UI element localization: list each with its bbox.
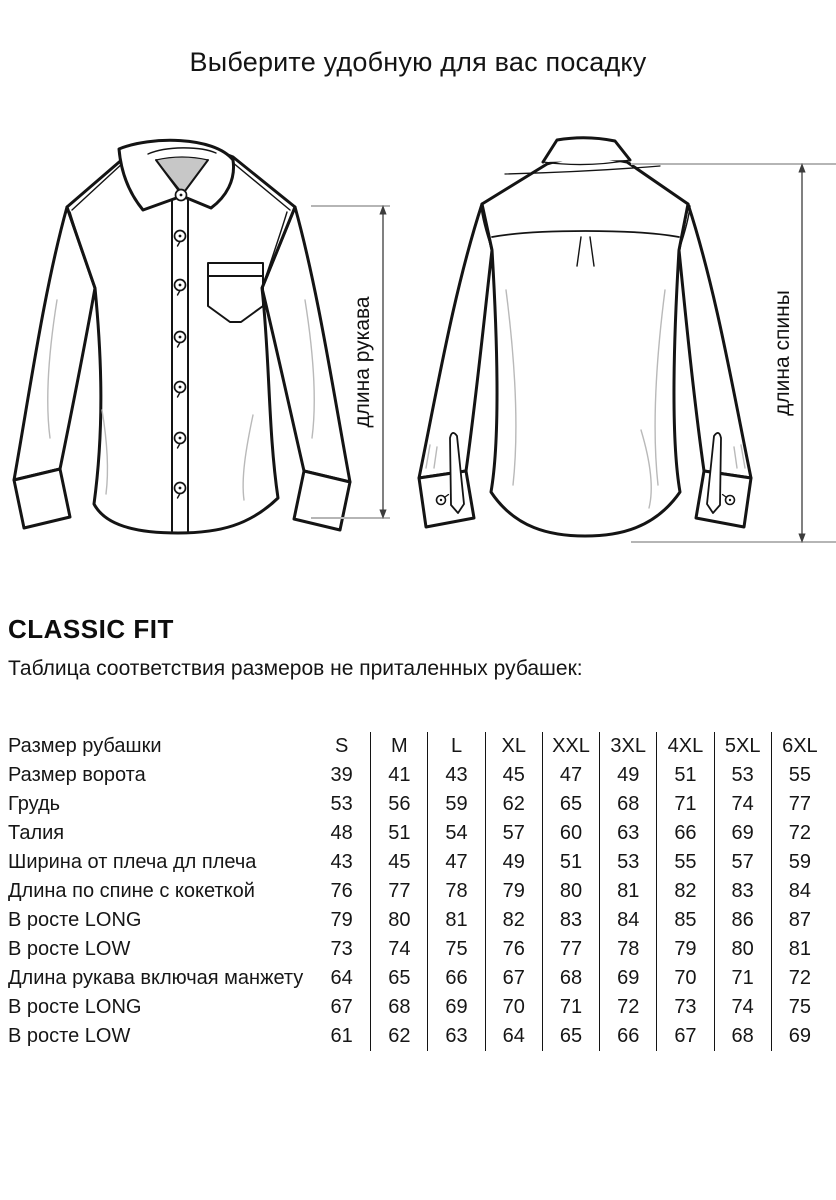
size-table-row (8, 790, 828, 819)
size-value-cell: 86 (714, 906, 771, 935)
size-value-cell: 65 (542, 1022, 599, 1051)
size-value-cell: 65 (370, 964, 427, 993)
size-value-cell: 49 (485, 848, 542, 877)
size-value-cell: 70 (656, 964, 713, 993)
size-value-cell: 72 (771, 964, 828, 993)
size-value-cell: 75 (771, 993, 828, 1022)
size-value-cell: 77 (542, 935, 599, 964)
size-value-cell: 82 (485, 906, 542, 935)
size-value-cell: 73 (656, 993, 713, 1022)
size-value-cell: 85 (656, 906, 713, 935)
row-label: В росте LOW (8, 1025, 131, 1047)
size-value-cell: 45 (485, 761, 542, 790)
size-value-cell: 80 (542, 877, 599, 906)
size-column-header: S (334, 735, 349, 757)
size-value-cell: 56 (370, 790, 427, 819)
size-value-cell: 51 (656, 761, 713, 790)
row-label: Длина рукава включая манжету (8, 967, 304, 989)
fit-name-heading: CLASSIC FIT (8, 614, 174, 644)
size-value-cell: 70 (485, 993, 542, 1022)
size-table (8, 732, 828, 1051)
size-value-cell: 79 (656, 935, 713, 964)
row-label: Талия (8, 822, 65, 844)
size-value-cell: 60 (542, 819, 599, 848)
front-right-cuff (294, 471, 350, 530)
size-value-cell: 74 (370, 935, 427, 964)
sleeve-length-label: длина рукава (351, 296, 374, 428)
size-value-cell: 51 (542, 848, 599, 877)
size-value-cell: 84 (599, 906, 656, 935)
size-table-row (8, 993, 828, 1022)
size-table-row (8, 761, 828, 790)
size-value-cell: 79 (330, 909, 353, 931)
size-value-cell: 77 (771, 790, 828, 819)
size-table-header-row (8, 732, 828, 761)
size-value-cell: 72 (771, 819, 828, 848)
size-value-cell: 78 (427, 877, 484, 906)
size-column-header: 5XL (714, 732, 771, 761)
size-value-cell: 71 (542, 993, 599, 1022)
size-value-cell: 68 (542, 964, 599, 993)
size-value-cell: 61 (330, 1025, 353, 1047)
size-value-cell: 71 (714, 964, 771, 993)
row-label: Размер ворота (8, 764, 146, 786)
size-value-cell: 80 (370, 906, 427, 935)
collar-button (176, 190, 187, 201)
size-value-cell: 79 (485, 877, 542, 906)
size-column-header: 4XL (656, 732, 713, 761)
size-table-row (8, 964, 828, 993)
size-value-cell: 54 (427, 819, 484, 848)
front-left-cuff (14, 469, 70, 528)
size-value-cell: 72 (599, 993, 656, 1022)
size-table-row (8, 906, 828, 935)
size-value-cell: 65 (542, 790, 599, 819)
size-value-cell: 55 (771, 761, 828, 790)
row-label: Размер рубашки (8, 735, 162, 757)
size-value-cell: 69 (599, 964, 656, 993)
size-column-header: 3XL (599, 732, 656, 761)
size-value-cell: 68 (370, 993, 427, 1022)
size-value-cell: 73 (330, 938, 353, 960)
size-value-cell: 67 (330, 996, 353, 1018)
size-value-cell: 82 (656, 877, 713, 906)
size-value-cell: 39 (330, 764, 353, 786)
size-value-cell: 81 (427, 906, 484, 935)
size-value-cell: 77 (370, 877, 427, 906)
size-column-header: XXL (542, 732, 599, 761)
size-value-cell: 66 (599, 1022, 656, 1051)
size-value-cell: 68 (599, 790, 656, 819)
back-length-label: длина спины (771, 290, 794, 416)
size-column-header: XL (485, 732, 542, 761)
size-table-row (8, 935, 828, 964)
row-label: Длина по спине с кокеткой (8, 880, 255, 902)
size-value-cell: 69 (427, 993, 484, 1022)
size-value-cell: 41 (370, 761, 427, 790)
size-value-cell: 83 (542, 906, 599, 935)
back-right-cuff (696, 471, 751, 527)
size-value-cell: 63 (427, 1022, 484, 1051)
size-value-cell: 51 (370, 819, 427, 848)
size-value-cell: 67 (656, 1022, 713, 1051)
size-value-cell: 81 (771, 935, 828, 964)
size-value-cell: 80 (714, 935, 771, 964)
size-value-cell: 43 (330, 851, 353, 873)
size-table-row (8, 819, 828, 848)
front-collar (119, 140, 234, 210)
size-value-cell: 69 (771, 1022, 828, 1051)
front-shirt-drawing (14, 140, 350, 533)
size-table-row (8, 1022, 828, 1051)
size-value-cell: 55 (656, 848, 713, 877)
size-value-cell: 48 (330, 822, 353, 844)
size-value-cell: 76 (330, 880, 353, 902)
table-description: Таблица соответствия размеров не приталенных рубашек: (8, 657, 583, 680)
size-value-cell: 78 (599, 935, 656, 964)
size-value-cell: 64 (485, 1022, 542, 1051)
size-value-cell: 43 (427, 761, 484, 790)
size-value-cell: 74 (714, 993, 771, 1022)
size-column-header: 6XL (771, 732, 828, 761)
size-value-cell: 62 (370, 1022, 427, 1051)
row-label: В росте LOW (8, 938, 131, 960)
size-column-header: M (370, 732, 427, 761)
row-label: В росте LONG (8, 909, 142, 931)
size-value-cell: 53 (599, 848, 656, 877)
back-left-cuff (419, 471, 474, 527)
size-value-cell: 81 (599, 877, 656, 906)
size-value-cell: 83 (714, 877, 771, 906)
size-value-cell: 49 (599, 761, 656, 790)
size-value-cell: 45 (370, 848, 427, 877)
size-value-cell: 53 (714, 761, 771, 790)
size-value-cell: 62 (485, 790, 542, 819)
row-label: Грудь (8, 793, 61, 815)
size-value-cell: 59 (427, 790, 484, 819)
size-value-cell: 59 (771, 848, 828, 877)
size-value-cell: 47 (542, 761, 599, 790)
size-value-cell: 67 (485, 964, 542, 993)
size-value-cell: 63 (599, 819, 656, 848)
back-shirt-drawing (419, 138, 751, 536)
size-value-cell: 68 (714, 1022, 771, 1051)
size-value-cell: 84 (771, 877, 828, 906)
row-label: Ширина от плеча дл плеча (8, 851, 257, 873)
size-value-cell: 71 (656, 790, 713, 819)
size-value-cell: 74 (714, 790, 771, 819)
row-label: В росте LONG (8, 996, 142, 1018)
size-value-cell: 57 (714, 848, 771, 877)
size-value-cell: 66 (427, 964, 484, 993)
size-table-row (8, 848, 828, 877)
size-value-cell: 76 (485, 935, 542, 964)
size-column-header: L (427, 732, 484, 761)
size-table-row (8, 877, 828, 906)
size-value-cell: 87 (771, 906, 828, 935)
size-value-cell: 64 (330, 967, 353, 989)
size-value-cell: 57 (485, 819, 542, 848)
size-value-cell: 66 (656, 819, 713, 848)
page-title: Выберите удобную для вас посадку (189, 47, 647, 77)
shirt-technical-drawing (0, 100, 836, 570)
size-value-cell: 53 (330, 793, 353, 815)
size-value-cell: 47 (427, 848, 484, 877)
size-value-cell: 69 (714, 819, 771, 848)
size-value-cell: 75 (427, 935, 484, 964)
